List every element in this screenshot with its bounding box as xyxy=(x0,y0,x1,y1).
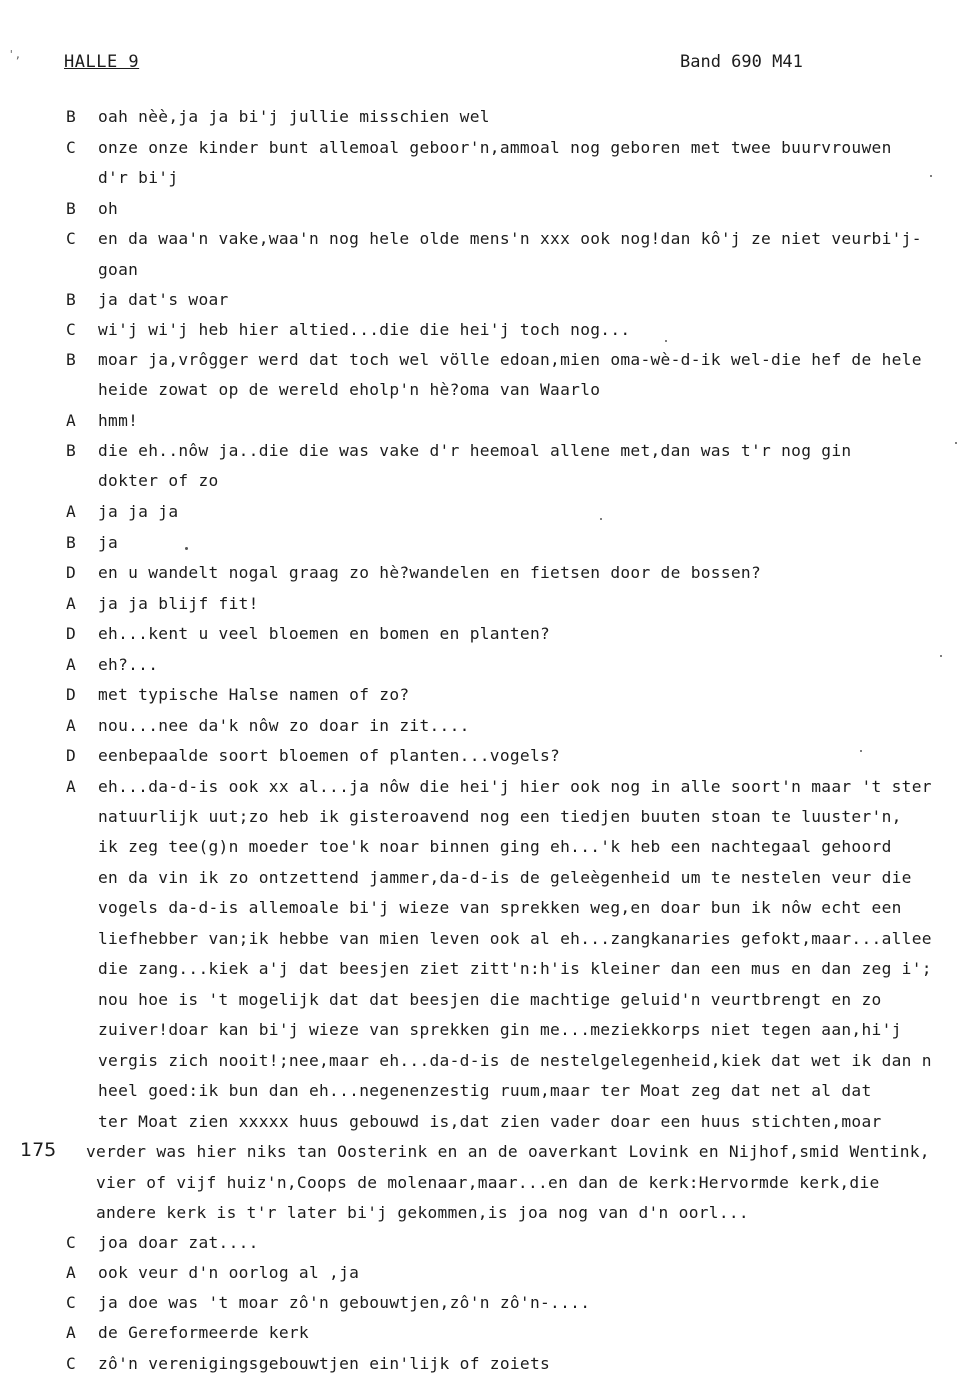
transcript-line: ja ja blijf fit! xyxy=(98,594,259,613)
speaker-label: B xyxy=(66,199,76,218)
scan-speck xyxy=(185,547,188,550)
scan-speck xyxy=(665,340,667,342)
page-header-left: HALLE 9 xyxy=(64,52,140,72)
transcript-line: die zang...kiek a'j dat beesjen ziet zitt'n:h'is kleiner dan een mus en dan zeg i'; xyxy=(98,959,932,978)
transcript-line: verder was hier niks tan Oosterink en an de oaverkant Lovink en Nijhof,smid Wentink, xyxy=(86,1142,930,1161)
speaker-label: C xyxy=(66,1293,76,1312)
margin-mark: ', xyxy=(8,48,22,61)
transcript-line: en da vin ik zo ontzettend jammer,da-d-is de geleègenheid um te nestelen veur die xyxy=(98,868,912,887)
speaker-label: C xyxy=(66,320,76,339)
transcript-line: vergis zich nooit!;nee,maar eh...da-d-is de nestelgelegenheid,kiek dat wet ik dan n xyxy=(98,1051,932,1070)
speaker-label: A xyxy=(66,716,76,735)
transcript-line: hmm! xyxy=(98,411,139,430)
speaker-label: D xyxy=(66,624,76,643)
transcript-line: ter Moat zien xxxxx huus gebouwd is,dat zien vader doar een huus stichten,moar xyxy=(98,1112,882,1131)
speaker-label: D xyxy=(66,746,76,765)
transcript-line: dokter of zo xyxy=(98,471,219,490)
page-header-right: Band 690 M41 xyxy=(680,52,803,72)
transcript-line: ja doe was 't moar zô'n gebouwtjen,zô'n zô'n-.... xyxy=(98,1293,591,1312)
speaker-label: B xyxy=(66,441,76,460)
transcript-line: oh xyxy=(98,199,119,218)
speaker-label: D xyxy=(66,685,76,704)
speaker-label: C xyxy=(66,1354,76,1373)
speaker-label: B xyxy=(66,290,76,309)
transcript-line: nou hoe is 't mogelijk dat dat beesjen die machtige geluid'n veurtbrengt en zo xyxy=(98,990,882,1009)
transcript-line: heel goed:ik bun dan eh...negenenzestig ruum,maar ter Moat zeg dat net al dat xyxy=(98,1081,872,1100)
transcript-line: ja xyxy=(98,533,119,552)
margin-line-number: 175 xyxy=(20,1139,57,1161)
transcript-line: liefhebber van;ik hebbe van mien leven ook al eh...zangkanaries gefokt,maar...allee xyxy=(98,929,932,948)
speaker-label: C xyxy=(66,229,76,248)
speaker-label: A xyxy=(66,1263,76,1282)
transcript-line: joa doar zat.... xyxy=(98,1233,259,1252)
scan-speck xyxy=(600,518,602,520)
transcript-line: natuurlijk uut;zo heb ik gisteroavend nog een tiedjen buuten stoan te luuster'n, xyxy=(98,807,902,826)
transcript-line: d'r bi'j xyxy=(98,168,179,187)
transcript-line: eenbepaalde soort bloemen of planten...vogels? xyxy=(98,746,561,765)
transcript-line: andere kerk is t'r later bi'j gekommen,is joa nog van d'n oorl... xyxy=(96,1203,749,1222)
speaker-label: B xyxy=(66,107,76,126)
transcript-line: eh...kent u veel bloemen en bomen en planten? xyxy=(98,624,551,643)
transcript-line: ja ja ja xyxy=(98,502,179,521)
speaker-label: B xyxy=(66,533,76,552)
speaker-label: A xyxy=(66,594,76,613)
transcript-line: ik zeg tee(g)n moeder toe'k noar binnen ging eh...'k heb een nachtegaal gehoord xyxy=(98,837,892,856)
transcript-line: nou...nee da'k nôw zo doar in zit.... xyxy=(98,716,470,735)
transcript-line: eh?... xyxy=(98,655,159,674)
transcript-line: wi'j wi'j heb hier altied...die die hei'j toch nog... xyxy=(98,320,631,339)
transcript-line: ook veur d'n oorlog al ,ja xyxy=(98,1263,360,1282)
scan-speck xyxy=(955,442,957,444)
speaker-label: A xyxy=(66,411,76,430)
transcript-line: en u wandelt nogal graag zo hè?wandelen en fietsen door de bossen? xyxy=(98,563,762,582)
transcript-line: en da waa'n vake,waa'n nog hele olde mens'n xxx ook nog!dan kô'j ze niet veurbi'j- xyxy=(98,229,922,248)
transcript-line: zuiver!doar kan bi'j wieze van sprekken gin me...meziekkorps niet tegen aan,hi'j xyxy=(98,1020,902,1039)
speaker-label: C xyxy=(66,138,76,157)
speaker-label: D xyxy=(66,563,76,582)
speaker-label: A xyxy=(66,502,76,521)
scan-speck xyxy=(930,175,932,177)
speaker-label: B xyxy=(66,350,76,369)
transcript-line: eh...da-d-is ook xx al...ja nôw die hei'j hier ook nog in alle soort'n maar 't ster xyxy=(98,777,932,796)
transcript-line: vogels da-d-is allemoale bi'j wieze van sprekken weg,en doar bun ik nôw echt een xyxy=(98,898,902,917)
speaker-label: A xyxy=(66,777,76,796)
transcript-line: vier of vijf huiz'n,Coops de molenaar,maar...en dan de kerk:Hervormde kerk,die xyxy=(96,1173,880,1192)
transcript-line: met typische Halse namen of zo? xyxy=(98,685,410,704)
speaker-label: A xyxy=(66,655,76,674)
transcript-line: de Gereformeerde kerk xyxy=(98,1323,309,1342)
transcript-line: onze onze kinder bunt allemoal geboor'n,ammoal nog geboren met twee buurvrouwen xyxy=(98,138,892,157)
transcript-line: goan xyxy=(98,260,139,279)
transcript-line: oah nèè,ja ja bi'j jullie misschien wel xyxy=(98,107,490,126)
transcript-line: heide zowat op de wereld eholp'n hè?oma van Waarlo xyxy=(98,380,601,399)
scan-speck xyxy=(860,750,862,752)
scan-speck xyxy=(940,655,942,657)
transcript-line: die eh..nôw ja..die die was vake d'r heemoal allene met,dan was t'r nog gin xyxy=(98,441,852,460)
transcript-line: ja dat's woar xyxy=(98,290,229,309)
transcript-line: moar ja,vrôgger werd dat toch wel völle edoan,mien oma-wè-d-ik wel-die hef de hele xyxy=(98,350,922,369)
speaker-label: A xyxy=(66,1323,76,1342)
speaker-label: C xyxy=(66,1233,76,1252)
transcript-line: zô'n verenigingsgebouwtjen ein'lijk of zoiets xyxy=(98,1354,551,1373)
